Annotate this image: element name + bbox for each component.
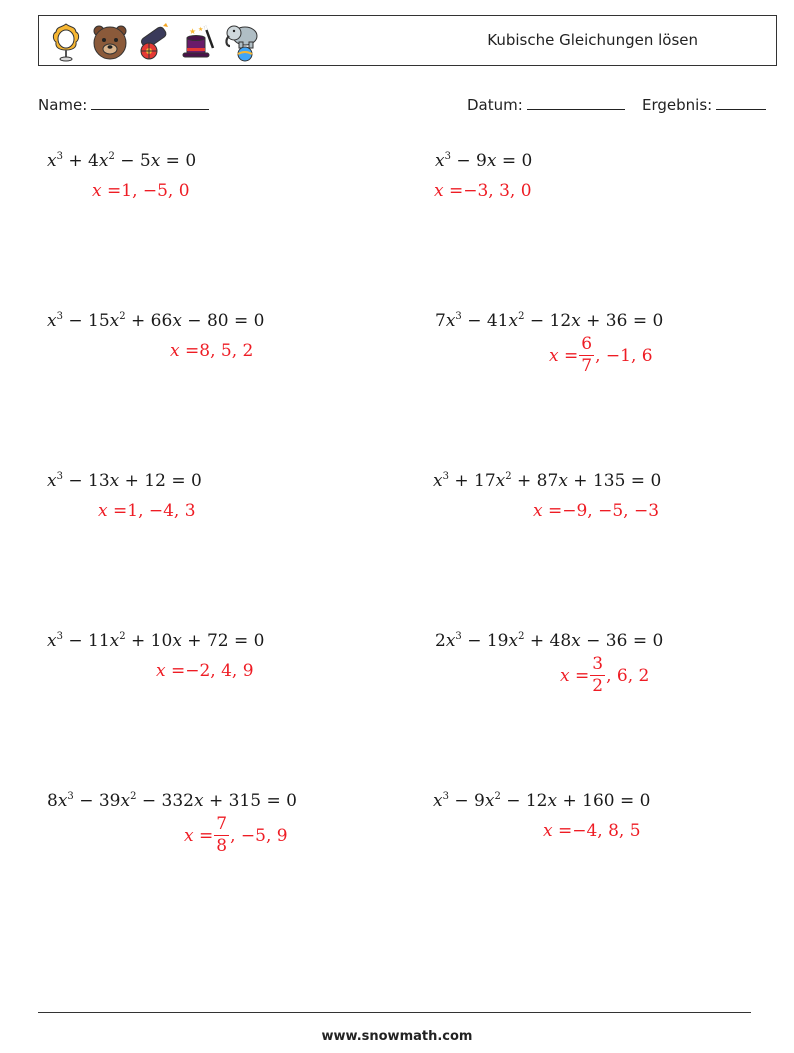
answer-values: 1, −5, 0: [121, 181, 190, 201]
header-icons: [47, 22, 261, 62]
elephant-ball-icon: [223, 22, 261, 62]
answer-fraction: [579, 336, 594, 375]
answer-values: −3, 3, 0: [463, 181, 532, 201]
answer-prefix: x =: [92, 181, 122, 201]
footer-divider: [38, 1012, 751, 1013]
equation-7: $x^3 - 11x^2 + 10x + 72 = 0$: [47, 631, 265, 651]
answer-6: [533, 501, 659, 521]
equation-1: $x^3 + 4x^2 - 5x = 0$: [47, 151, 197, 171]
svg-text:★: ★: [189, 27, 197, 36]
answer-prefix: x =: [543, 821, 573, 841]
bear-icon: [91, 22, 129, 62]
equation-9: $8x^3 - 39x^2 - 332x + 315 = 0$: [47, 791, 297, 811]
result-label: Ergebnis:: [642, 96, 713, 114]
answer-2: [434, 181, 532, 201]
answer-fraction: [214, 816, 229, 855]
answer-9: [184, 816, 288, 855]
answer-values: −4, 8, 5: [572, 821, 641, 841]
answer-10: [543, 821, 641, 841]
name-field: [38, 95, 209, 114]
result-field: [642, 95, 766, 114]
equation-10: $x^3 - 9x^2 - 12x + 160 = 0$: [433, 791, 651, 811]
name-blank: [91, 95, 209, 110]
cannon-icon: [135, 22, 173, 62]
fraction-numerator: 6: [581, 334, 593, 354]
fraction-denominator: 7: [581, 356, 593, 376]
answer-values: , −1, 6: [595, 345, 653, 366]
answer-values: , −5, 9: [230, 825, 288, 846]
equation-6: $x^3 + 17x^2 + 87x + 135 = 0$: [433, 471, 662, 491]
equation-2: $x^3 - 9x = 0$: [435, 151, 533, 171]
answer-prefix: x =: [98, 501, 128, 521]
answer-3: [170, 341, 253, 361]
date-blank: [527, 95, 625, 110]
fraction-denominator: 8: [216, 836, 228, 856]
svg-text:★: ★: [198, 26, 204, 33]
equation-8: $2x^3 - 19x^2 + 48x - 36 = 0$: [435, 631, 664, 651]
page-title: Kubische Gleichungen lösen: [487, 31, 698, 49]
answer-prefix: x =: [184, 825, 214, 846]
answer-4: [549, 336, 653, 375]
answer-fraction: [590, 656, 605, 695]
magic-hat-icon: [179, 22, 217, 62]
answer-prefix: x =: [549, 345, 579, 366]
answer-prefix: x =: [560, 665, 590, 686]
equation-5: $x^3 - 13x + 12 = 0$: [47, 471, 202, 491]
date-field: [467, 95, 625, 114]
fraction-numerator: 7: [216, 814, 228, 834]
answer-values: 8, 5, 2: [199, 341, 254, 361]
answer-1: [92, 181, 190, 201]
date-label: Datum:: [467, 96, 523, 114]
answer-prefix: x =: [533, 501, 563, 521]
answer-values: −2, 4, 9: [185, 661, 254, 681]
fire-hoop-icon: [47, 22, 85, 62]
equation-4: $7x^3 - 41x^2 - 12x + 36 = 0$: [435, 311, 664, 331]
equation-3: $x^3 - 15x^2 + 66x - 80 = 0$: [47, 311, 265, 331]
fraction-denominator: 2: [592, 676, 604, 696]
header-box: [38, 15, 777, 66]
answer-5: [98, 501, 196, 521]
answer-7: [156, 661, 254, 681]
answer-prefix: x =: [434, 181, 464, 201]
answer-values: , 6, 2: [606, 665, 650, 686]
answer-prefix: x =: [156, 661, 186, 681]
answer-8: [560, 656, 649, 695]
answer-values: −9, −5, −3: [562, 501, 660, 521]
fraction-numerator: 3: [592, 654, 604, 674]
footer-url[interactable]: www.snowmath.com: [321, 1029, 473, 1044]
answer-prefix: x =: [170, 341, 200, 361]
answer-values: 1, −4, 3: [127, 501, 196, 521]
result-blank: [716, 95, 766, 110]
name-label: Name:: [38, 96, 88, 114]
